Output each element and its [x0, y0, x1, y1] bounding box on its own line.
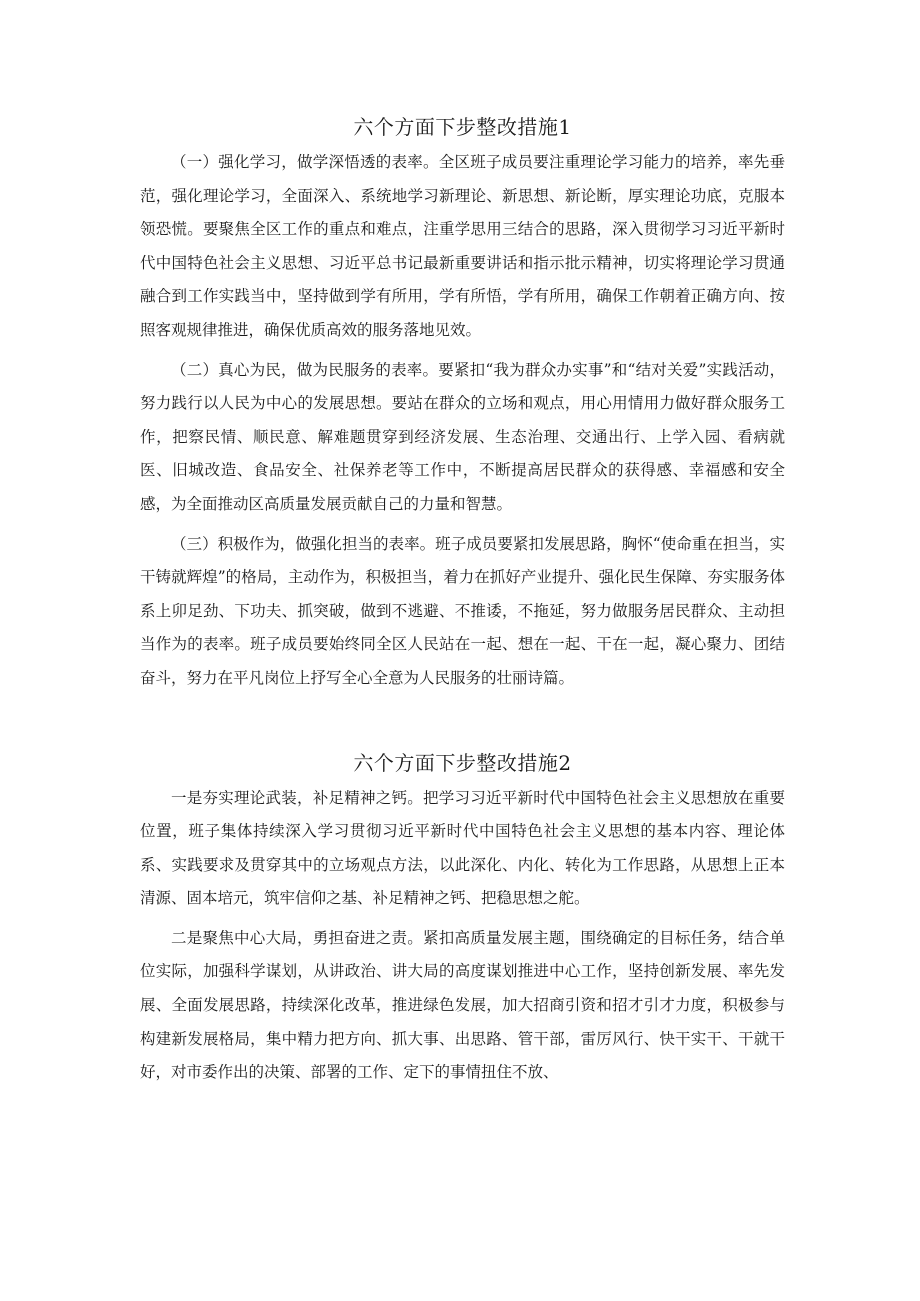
- section-title: 六个方面下步整改措施2: [353, 750, 572, 775]
- section-2: [140, 748, 785, 1090]
- paragraph: （三）积极作为，做强化担当的表率。班子成员要紧扣发展思路，胸怀“使命重在担当，实干铸就辉煌”的格局，主动作为，积极担当，着力在抓好产业提升、强化民生保障、夯实服务体系上卯足劲、下功夫、抓突破，做到不逃避、不推诿，不拖延，努力做服务居民群众、主动担当作为的表率。班子成员要始终同全区人民站在一起、想在一起、干在一起，凝心聚力、团结奋斗，努力在平凡岗位上抒写全心全意为人民服务的壮丽诗篇。: [140, 534, 785, 687]
- paragraph: （二）真心为民，做为民服务的表率。要紧扣“我为群众办实事”和“结对关爱”实践活动，努力践行以人民为中心的发展思想。要站在群众的立场和观点，用心用情用力做好群众服务工作，把察民情、顺民意、解难题贯穿到经济发展、生态治理、交通出行、上学入园、看病就医、旧城改造、食品安全、社保养老等工作中，不断提高居民群众的获得感、幸福感和安全感，为全面推动区高质量发展贡献自己的力量和智慧。: [140, 360, 785, 513]
- paragraph: 二是聚焦中心大局，勇担奋进之责。紧扣高质量发展主题，围绕确定的目标任务，结合单位实际，加强科学谋划，从讲政治、讲大局的高度谋划推进中心工作，坚持创新发展、率先发展、全面发展思路，持续深化改革，推进绿色发展，加大招商引资和招才引才力度，积极参与构建新发展格局，集中精力把方向、抓大事、出思路、管干部，雷厉风行、快干实干、干就干好，对市委作出的决策、部署的工作、定下的事情扭住不放、: [140, 928, 785, 1082]
- paragraph: 一是夯实理论武装，补足精神之钙。把学习习近平新时代中国特色社会主义思想放在重要位置，班子集体持续深入学习贯彻习近平新时代中国特色社会主义思想的基本内容、理论体系、实践要求及贯穿其中的立场观点方法，以此深化、内化、转化为工作思路，从思想上正本清源、固本培元，筑牢信仰之基、补足精神之钙、把稳思想之舵。: [140, 788, 785, 908]
- section-title: 六个方面下步整改措施1: [353, 115, 572, 139]
- section-1: [140, 112, 785, 696]
- paragraph: （一）强化学习，做学深悟透的表率。全区班子成员要注重理论学习能力的培养，率先垂范，强化理论学习，全面深入、系统地学习新理论、新思想、新论断，厚实理论功底，克服本领恐慌。要聚焦全区工作的重点和难点，注重学思用三结合的思路，深入贯彻学习习近平新时代中国特色社会主义思想、习近平总书记最新重要讲话和指示批示精神，切实将理论学习贯通融合到工作实践当中，坚持做到学有所用，学有所悟，学有所用，确保工作朝着正确方向、按照客观规律推进，确保优质高效的服务落地见效。: [140, 153, 785, 339]
- document-page: [140, 112, 785, 1096]
